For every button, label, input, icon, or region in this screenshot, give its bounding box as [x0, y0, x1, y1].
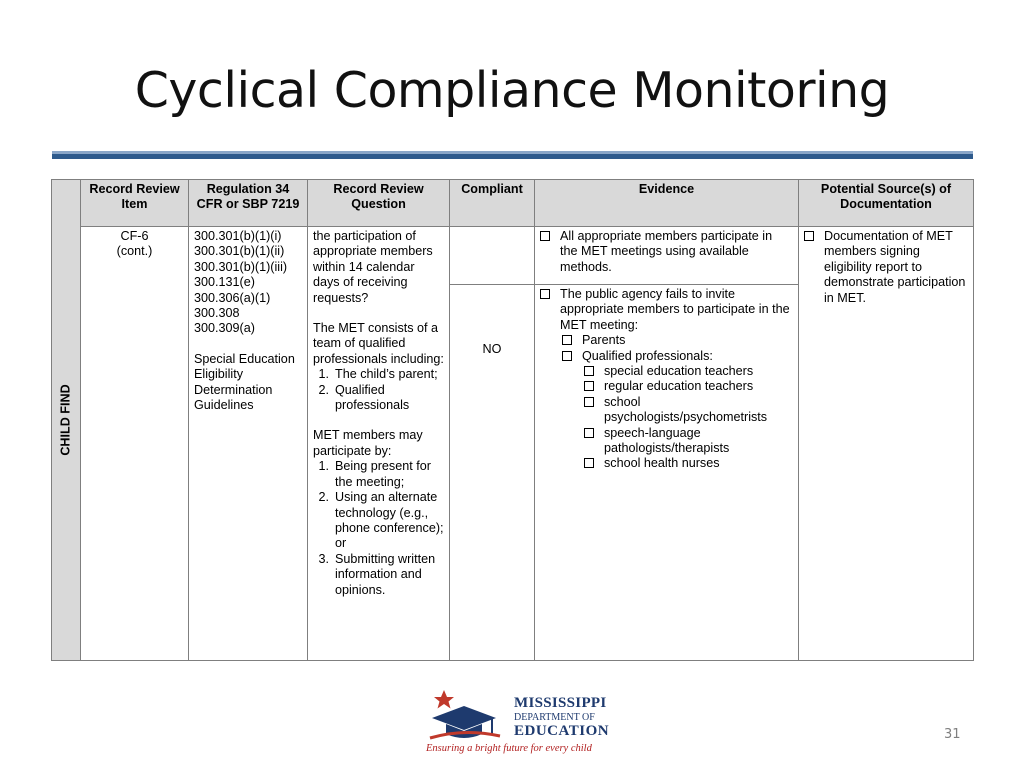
evidence-yes-cell: [535, 227, 799, 285]
child-find-side-cell: [52, 180, 81, 661]
table-row: [52, 227, 974, 285]
header-regulation: Regulation 34 CFR or SBP 7219: [189, 180, 308, 227]
evidence-yes-text: All appropriate members participate in the MET meetings using available methods.: [560, 229, 773, 274]
list-text: Using an alternate technology (e.g., phone conference); or: [335, 490, 444, 551]
slide-title: Cyclical Compliance Monitoring: [134, 62, 890, 119]
checkbox-icon: [584, 428, 594, 438]
checkbox-icon: [584, 397, 594, 407]
regulation-line: 300.131(e): [194, 275, 255, 290]
header-record-review-item: Record Review Item: [81, 180, 189, 227]
logo-tagline: Ensuring a bright future for every child: [426, 743, 592, 754]
professional-text: regular education teachers: [604, 379, 754, 394]
list-text: The child’s parent;: [335, 367, 438, 382]
list-number: 2.: [318, 490, 329, 505]
graduation-cap-icon: [424, 688, 504, 744]
regulation-line: 300.309(a): [194, 321, 255, 336]
list-text: Being present for the meeting;: [335, 459, 431, 489]
list-item: [313, 459, 444, 490]
list-number: 3.: [318, 551, 329, 566]
regulation-line: 300.308: [194, 306, 240, 321]
regulation-lines: [194, 229, 302, 337]
professional-item: [540, 364, 793, 379]
professional-text: special education teachers: [604, 364, 754, 379]
checkbox-icon: [540, 289, 550, 299]
regulation-line: 300.306(a)(1): [194, 290, 271, 305]
regulation-line: 300.301(b)(1)(iii): [194, 259, 288, 274]
header-potential-sources: Potential Source(s) of Documentation: [799, 180, 974, 227]
professional-text: school health nurses: [604, 456, 720, 471]
checkbox-icon: [584, 458, 594, 468]
checkbox-icon: [584, 381, 594, 391]
question-cell: [308, 227, 450, 661]
list-number: 1.: [318, 459, 329, 474]
checkbox-icon: [540, 231, 550, 241]
list-item: [313, 383, 444, 414]
checkbox-icon: [584, 366, 594, 376]
professional-item: [540, 395, 793, 426]
record-item-id: CF-6: [120, 229, 149, 243]
regulation-line: 300.301(b)(1)(i): [194, 229, 282, 243]
regulation-cell: [189, 227, 308, 661]
participate-intro: MET members may participate by:: [313, 428, 423, 458]
regulation-line: 300.301(b)(1)(ii): [194, 244, 285, 259]
child-find-label: CHILD FIND: [58, 384, 73, 456]
professional-item: [540, 456, 793, 471]
checkbox-icon: [562, 351, 572, 361]
list-number: 1.: [318, 367, 329, 382]
record-item-cell: [81, 227, 189, 661]
compliant-no-label: NO: [482, 341, 502, 356]
compliant-no-cell: [450, 285, 535, 661]
list-text: Submitting written information and opinions.: [335, 551, 436, 597]
title-rule-dark: [52, 154, 973, 159]
evidence-parents: Parents: [582, 333, 626, 348]
list-number: 2.: [318, 382, 329, 397]
list-item: [313, 552, 444, 598]
list-item: [313, 367, 444, 382]
checkbox-icon: [804, 231, 814, 241]
evidence-qualified: Qualified professionals:: [582, 348, 713, 363]
professional-text: school psychologists/psychometrists: [604, 394, 768, 425]
header-evidence: Evidence: [535, 180, 799, 227]
participate-list: [313, 459, 444, 598]
list-text: Qualified professionals: [335, 382, 410, 413]
professional-item: [540, 426, 793, 457]
logo-name: MISSISSIPPI: [514, 695, 607, 711]
mde-logo: [422, 688, 610, 760]
regulation-guidelines: Special Education Eligibility Determination Guidelines: [194, 351, 295, 413]
question-intro: the participation of appropriate members within 14 calendar days of receiving requests?: [313, 229, 433, 305]
logo-edu: EDUCATION: [514, 723, 610, 739]
record-item-note: (cont.): [116, 244, 153, 259]
sources-cell: [799, 227, 974, 661]
header-record-review-question: Record Review Question: [308, 180, 450, 227]
logo-dept: DEPARTMENT OF: [514, 712, 595, 723]
evidence-no-intro: The public agency fails to invite appropriate members to participate in the MET meeting:: [560, 287, 790, 332]
met-list: [313, 367, 444, 413]
professionals-list: [540, 364, 793, 472]
checkbox-icon: [562, 335, 572, 345]
page-number: 31: [944, 727, 961, 742]
compliant-yes-cell: [450, 227, 535, 285]
list-item: [313, 490, 444, 552]
header-compliant: Compliant: [450, 180, 535, 227]
met-consists-text: The MET consists of a team of qualified professionals including:: [313, 321, 444, 366]
header-row: [52, 180, 974, 227]
evidence-no-cell: [535, 285, 799, 661]
compliance-table: [51, 179, 974, 661]
sources-text: Documentation of MET members signing eligibility report to demonstrate participation in MET.: [824, 229, 966, 305]
professional-item: [540, 379, 793, 394]
professional-text: speech-language pathologists/therapists: [604, 425, 730, 456]
